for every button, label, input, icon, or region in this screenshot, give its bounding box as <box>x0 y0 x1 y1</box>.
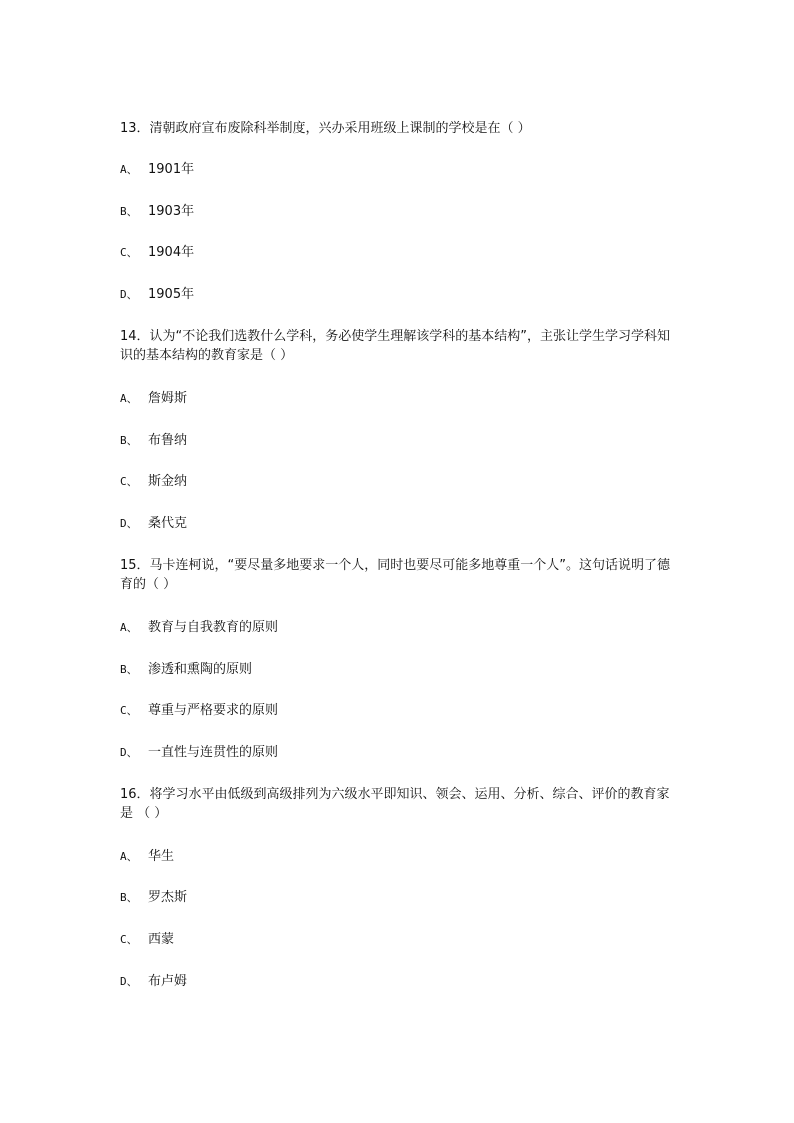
option-letter: B、 <box>120 434 138 447</box>
option-text: 教育与自我教育的原则 <box>148 620 279 635</box>
option-text: 布鲁纳 <box>148 433 188 448</box>
question-text: 马卡连柯说，“要尽量多地要求一个人，同时也要尽可能多地尊重一个人”。这句话说明了德育的（ ） <box>120 558 671 592</box>
option-letter: D、 <box>120 517 138 530</box>
option-letter: C、 <box>120 475 138 488</box>
question-text: 认为“不论我们选教什么学科，务必使学生理解该学科的基本结构”，主张让学生学习学科知识的基本结构的教育家是（ ） <box>120 329 671 363</box>
option-text: 1903年 <box>148 204 195 219</box>
question-14-option-d <box>120 514 680 533</box>
option-letter: D、 <box>120 288 138 301</box>
question-14-option-c <box>120 472 680 491</box>
option-letter: A、 <box>120 621 138 634</box>
option-letter: D、 <box>120 746 138 759</box>
option-text: 渗透和熏陶的原则 <box>148 662 253 677</box>
question-16-option-c <box>120 930 680 949</box>
question-13-option-d <box>120 285 680 304</box>
question-16 <box>120 785 680 823</box>
question-16-option-d <box>120 972 680 991</box>
option-letter: C、 <box>120 246 138 259</box>
option-letter: B、 <box>120 891 138 904</box>
option-letter: D、 <box>120 975 138 988</box>
option-letter: A、 <box>120 163 138 176</box>
option-text: 1904年 <box>148 245 195 260</box>
option-text: 一直性与连贯性的原则 <box>148 745 279 760</box>
question-14 <box>120 327 680 365</box>
option-text: 斯金纳 <box>148 474 188 489</box>
question-13 <box>120 119 680 138</box>
option-text: 1901年 <box>148 162 195 177</box>
option-letter: A、 <box>120 850 138 863</box>
question-number: 13． <box>120 121 150 136</box>
question-13-option-b <box>120 202 680 221</box>
option-letter: B、 <box>120 205 138 218</box>
option-letter: C、 <box>120 704 138 717</box>
question-15 <box>120 556 680 594</box>
question-15-option-d <box>120 743 680 762</box>
question-15-option-b <box>120 660 680 679</box>
question-number: 15． <box>120 558 150 573</box>
question-15-option-a <box>120 618 680 637</box>
question-15-option-c <box>120 701 680 720</box>
question-number: 14． <box>120 329 150 344</box>
question-14-option-b <box>120 431 680 450</box>
option-text: 华生 <box>148 849 175 864</box>
option-text: 1905年 <box>148 287 195 302</box>
question-13-option-a <box>120 160 680 179</box>
option-text: 西蒙 <box>148 932 175 947</box>
option-letter: B、 <box>120 663 138 676</box>
question-13-option-c <box>120 243 680 262</box>
question-16-option-b <box>120 888 680 907</box>
question-text: 清朝政府宣布废除科举制度，兴办采用班级上课制的学校是在（ ） <box>149 121 531 136</box>
question-14-option-a <box>120 389 680 408</box>
option-letter: C、 <box>120 933 138 946</box>
question-text: 将学习水平由低级到高级排列为六级水平即知识、领会、运用、分析、综合、评价的教育家是 （ ） <box>120 787 670 821</box>
option-letter: A、 <box>120 392 138 405</box>
option-text: 詹姆斯 <box>148 391 188 406</box>
option-text: 罗杰斯 <box>148 890 188 905</box>
option-text: 布卢姆 <box>148 974 188 989</box>
option-text: 尊重与严格要求的原则 <box>148 703 279 718</box>
option-text: 桑代克 <box>148 516 188 531</box>
question-number: 16． <box>120 787 150 802</box>
question-16-option-a <box>120 847 680 866</box>
